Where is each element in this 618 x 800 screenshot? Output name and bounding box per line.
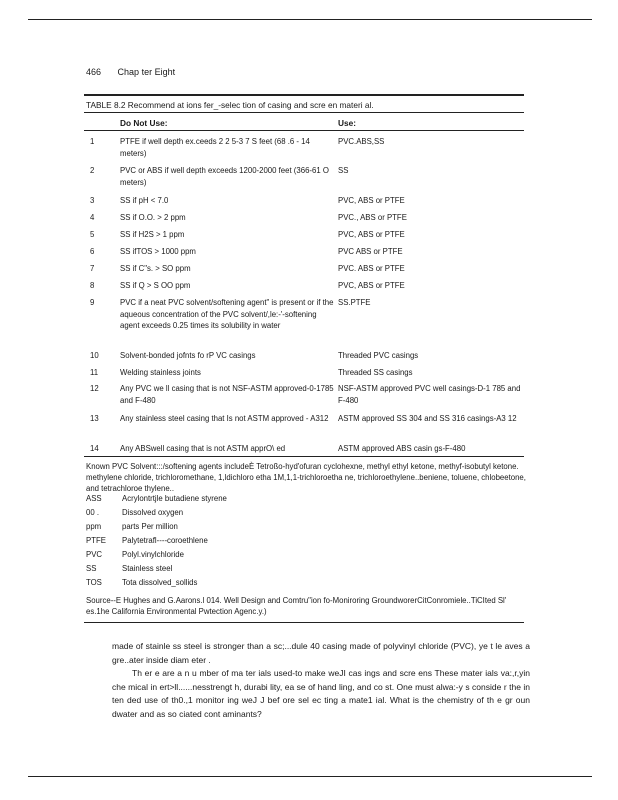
row-use: Threaded SS casings xyxy=(338,368,413,377)
row-number: 1 xyxy=(90,137,95,146)
running-header xyxy=(86,67,175,77)
abbreviation-item xyxy=(86,506,227,520)
body-paragraph: made of stainle ss steel is stronger than a sc;...dule 40 casing made of polyvinyl chloride (PVC), ye t le aves a gre..ater inside diam eter . xyxy=(112,641,530,665)
row-number: 7 xyxy=(90,264,95,273)
row-do-not-use: SS if pH < 7.0 xyxy=(120,196,169,205)
table-header-rule xyxy=(84,130,524,131)
row-number: 6 xyxy=(90,247,95,256)
row-do-not-use: Solvent-bonded jofnts fo rP VC casings xyxy=(120,351,256,360)
abbreviation-meaning: Acrylontrtjle butadiene styrene xyxy=(122,494,227,503)
row-use: NSF-ASTM approved PVC well casings-D-1 785 and F-480 xyxy=(338,384,521,405)
abbreviation-term: SS xyxy=(86,564,97,573)
page-number: 466 xyxy=(86,67,102,77)
row-use: PVC ABS or PTFE xyxy=(338,247,403,256)
abbreviation-list xyxy=(86,492,227,590)
row-number: 12 xyxy=(90,384,99,393)
row-use: SS.PTFE xyxy=(338,298,371,307)
row-do-not-use: SS if C"s. > SO ppm xyxy=(120,264,191,273)
bottom-rule xyxy=(28,776,592,777)
abbreviation-term: PVC xyxy=(86,550,103,559)
row-number: 10 xyxy=(90,351,99,360)
abbreviation-term: 00 . xyxy=(86,508,100,517)
row-number: 2 xyxy=(90,166,95,175)
abbreviation-item xyxy=(86,492,227,506)
row-do-not-use: Any ABSwell casing that is not ASTM apprO\ ed xyxy=(120,444,286,453)
abbreviation-term: ppm xyxy=(86,522,102,531)
row-use: PVC. ABS or PTFE xyxy=(338,264,405,273)
abbreviation-item xyxy=(86,534,227,548)
table-bottom-rule xyxy=(84,456,524,457)
row-number: 4 xyxy=(90,213,95,222)
row-use: PVC., ABS or PTFE xyxy=(338,213,407,222)
row-do-not-use: Welding stainless joints xyxy=(120,368,201,377)
abbreviation-term: TOS xyxy=(86,578,102,587)
col-header-use: Use: xyxy=(338,118,356,128)
abbreviation-meaning: Tota dissolved_sollids xyxy=(122,578,198,587)
row-do-not-use: PVC or ABS if well depth exceeds 1200-2000 feet (366-61 O meters) xyxy=(120,166,329,187)
row-use: PVC, ABS or PTFE xyxy=(338,230,405,239)
row-number: 13 xyxy=(90,414,99,423)
abbreviation-term: ASS xyxy=(86,494,102,503)
row-use: PVC.ABS,SS xyxy=(338,137,385,146)
top-rule xyxy=(28,19,592,20)
row-number: 9 xyxy=(90,298,95,307)
row-number: 14 xyxy=(90,444,99,453)
row-number: 11 xyxy=(90,368,99,377)
row-do-not-use: SS if Q > S OO ppm xyxy=(120,281,191,290)
abbreviation-item xyxy=(86,520,227,534)
table-top-rule xyxy=(84,94,524,96)
table-note: Known PVC Solvent:::/softening agents includeÈ Tetroßo-hyd'ofuran cyclohexne, methyl ethyl ketone, methyf-isobutyl ketone. methylene chloride, trichloromethane, 1,ldichloro etha 1M,1,1-trichloroetha ne, trichloroethylene..beniene, toluene, chlobeetone, and tetrachloroe thylene.. xyxy=(86,462,526,493)
row-number: 8 xyxy=(90,281,95,290)
row-use: SS xyxy=(338,166,349,175)
row-do-not-use: Any PVC we ll casing that is not NSF-ASTM approved-0-1785 and F-480 xyxy=(120,384,334,405)
table-title: TABLE 8.2 Recommend at ions fer_-selec tion of casing and scre en materi al. xyxy=(86,100,374,110)
abbreviation-meaning: parts Per million xyxy=(122,522,178,531)
abbreviation-term: PTFE xyxy=(86,536,106,545)
col-header-do-not-use: Do Not Use: xyxy=(120,118,168,128)
body-paragraph: Th er e are a n u mber of ma ter ials used-to make weJI cas ings and scre ens These mater ials va:,r,yin che mical in ert>ll......nesstrengt h, durabi lity, ea se of hand ling, and co st. One must alwa:-y s conside r the in ten ded use of th0.,1 monitor ing weJ J bef ore sel ec ting a mate1 ial. What is the chemistry of th e gr oun dwater and as so ciated cont aminants? xyxy=(112,668,530,719)
row-use: PVC, ABS or PTFE xyxy=(338,196,405,205)
row-use: Threaded PVC casings xyxy=(338,351,419,360)
abbreviation-meaning: Palytetrafl----coroethlene xyxy=(122,536,208,545)
row-number: 5 xyxy=(90,230,95,239)
row-use: PVC, ABS or PTFE xyxy=(338,281,405,290)
abbreviation-meaning: Dissolved oxygen xyxy=(122,508,184,517)
table-source: Source--E Hughes and G.Aarons.l 014. Well Design and Comtru"ion fo-Moniroring GroundworerCitConromiele..TiCIted Sl' es.1he California Environmental Pwtection Agenc.y.) xyxy=(86,596,507,616)
table-title-rule xyxy=(84,112,524,113)
chapter-title: Chap ter Eight xyxy=(117,67,176,77)
row-do-not-use: PTFE if well depth ex.ceeds 2 2 5-3 7 S feet (68 .6 - 14 meters) xyxy=(120,137,310,158)
row-do-not-use: PVC if a neat PVC solvent/softening agent" is present or if the aqueous concentration of the PVC solvent/,le:-'-softening agent exceeds 0.25 times its solubility in water xyxy=(120,298,334,330)
row-do-not-use: Any stainless steel casing that Is not ASTM approved - A312 xyxy=(120,414,329,423)
abbreviation-item xyxy=(86,548,227,562)
row-do-not-use: SS if H2S > 1 ppm xyxy=(120,230,185,239)
abbreviation-meaning: Stainless steel xyxy=(122,564,173,573)
abbreviation-item xyxy=(86,576,227,590)
source-bottom-rule xyxy=(84,622,524,623)
abbreviation-meaning: Polyl.vinylchloride xyxy=(122,550,184,559)
row-use: ASTM approved ABS casin gs-F-480 xyxy=(338,444,466,453)
body-text xyxy=(112,640,530,721)
row-number: 3 xyxy=(90,196,95,205)
row-do-not-use: SS ifTOS > 1000 ppm xyxy=(120,247,196,256)
abbreviation-item xyxy=(86,562,227,576)
row-use: ASTM approved SS 304 and SS 316 casings-A3 12 xyxy=(338,414,517,423)
row-do-not-use: SS if O.O. > 2 ppm xyxy=(120,213,186,222)
